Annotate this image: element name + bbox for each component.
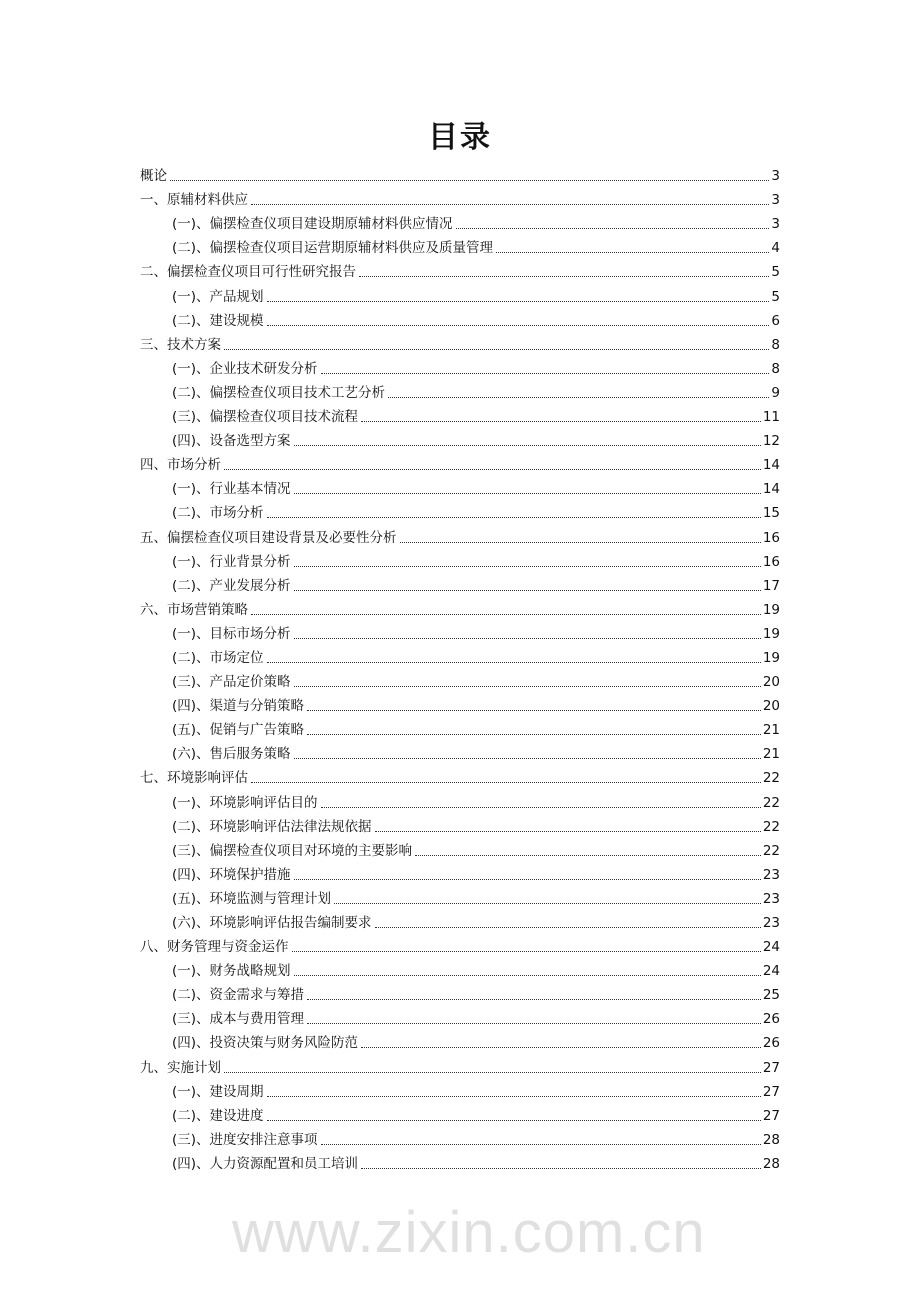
- dot-leader: [294, 444, 761, 446]
- toc-entry[interactable]: [140, 210, 780, 234]
- toc-entry[interactable]: [140, 957, 780, 981]
- dot-leader: [294, 637, 761, 639]
- toc-entry[interactable]: [140, 355, 780, 379]
- toc-entry-page: 9: [771, 384, 780, 401]
- toc-entry[interactable]: [140, 668, 780, 692]
- toc-entry[interactable]: [140, 186, 780, 210]
- toc-entry-label: 五、偏摆检查仪项目建设背景及必要性分析: [140, 529, 397, 546]
- dot-leader: [334, 902, 761, 904]
- toc-entry-page: 14: [762, 457, 780, 474]
- toc-entry[interactable]: [140, 813, 780, 837]
- toc-entry[interactable]: [140, 499, 780, 523]
- dot-leader: [294, 589, 761, 591]
- dot-leader: [267, 300, 770, 302]
- toc-entry-page: 27: [762, 1059, 780, 1076]
- toc-entry-page: 26: [762, 1011, 780, 1028]
- dot-leader: [224, 348, 769, 350]
- toc-entry-page: 11: [762, 409, 780, 426]
- toc-entry-label: (二)、产业发展分析: [172, 577, 291, 594]
- toc-entry[interactable]: [140, 885, 780, 909]
- dot-leader: [321, 806, 761, 808]
- dot-leader: [361, 420, 761, 422]
- toc-entry[interactable]: [140, 1053, 780, 1077]
- toc-entry[interactable]: [140, 427, 780, 451]
- toc-entry-label: (二)、建设规模: [172, 312, 264, 329]
- dot-leader: [375, 830, 761, 832]
- toc-entry[interactable]: [140, 403, 780, 427]
- toc-entry-page: 20: [762, 674, 780, 691]
- toc-entry-label: (四)、环境保护措施: [172, 866, 291, 883]
- dot-leader: [251, 203, 769, 205]
- toc-entry-label: (三)、偏摆检查仪项目对环境的主要影响: [172, 842, 413, 859]
- dot-leader: [294, 565, 761, 567]
- toc-entry-label: (二)、环境影响评估法律法规依据: [172, 818, 372, 835]
- toc-entry-page: 17: [762, 577, 780, 594]
- toc-entry-page: 28: [762, 1155, 780, 1172]
- toc-entry[interactable]: [140, 379, 780, 403]
- toc-entry[interactable]: [140, 788, 780, 812]
- dot-leader: [361, 1167, 761, 1169]
- toc-entry-page: 21: [762, 722, 780, 739]
- toc-entry-label: (一)、目标市场分析: [172, 625, 291, 642]
- toc-entry-label: (五)、环境监测与管理计划: [172, 890, 332, 907]
- toc-entry[interactable]: [140, 1126, 780, 1150]
- toc-entry[interactable]: [140, 1150, 780, 1174]
- toc-entry-page: 12: [762, 433, 780, 450]
- toc-entry[interactable]: [140, 692, 780, 716]
- toc-entry-page: 4: [771, 240, 780, 257]
- toc-entry-label: (二)、市场定位: [172, 649, 264, 666]
- toc-entry-page: 15: [762, 505, 780, 522]
- toc-entry[interactable]: [140, 282, 780, 306]
- dot-leader: [294, 685, 761, 687]
- dot-leader: [388, 396, 769, 398]
- dot-leader: [294, 492, 761, 494]
- toc-entry[interactable]: [140, 451, 780, 475]
- toc-entry[interactable]: [140, 861, 780, 885]
- toc-entry[interactable]: [140, 1102, 780, 1126]
- toc-entry-page: 19: [762, 649, 780, 666]
- toc-entry-page: 22: [762, 842, 780, 859]
- dot-leader: [361, 1046, 761, 1048]
- toc-entry-page: 27: [762, 1107, 780, 1124]
- dot-leader: [224, 468, 761, 470]
- toc-entry[interactable]: [140, 740, 780, 764]
- toc-entry[interactable]: [140, 1005, 780, 1029]
- toc-entry-label: 七、环境影响评估: [140, 770, 248, 787]
- toc-entry-label: (一)、产品规划: [172, 288, 264, 305]
- toc-entry[interactable]: [140, 909, 780, 933]
- toc-entry-label: (二)、资金需求与筹措: [172, 987, 305, 1004]
- dot-leader: [294, 757, 761, 759]
- toc-entry-page: 3: [771, 192, 780, 209]
- toc-entry-label: 一、原辅材料供应: [140, 192, 248, 209]
- toc-entry-label: 八、财务管理与资金运作: [140, 939, 289, 956]
- dot-leader: [294, 878, 761, 880]
- toc-entry-page: 22: [762, 794, 780, 811]
- toc-entry-label: (一)、环境影响评估目的: [172, 794, 318, 811]
- toc-entry-page: 5: [771, 288, 780, 305]
- toc-entry-label: 概论: [140, 168, 167, 185]
- toc-entry-page: 5: [771, 264, 780, 281]
- toc-entry-label: (二)、偏摆检查仪项目运营期原辅材料供应及质量管理: [172, 240, 494, 257]
- toc-entry-label: (二)、偏摆检查仪项目技术工艺分析: [172, 384, 386, 401]
- toc-entry[interactable]: [140, 258, 780, 282]
- toc-entry-page: 19: [762, 601, 780, 618]
- dot-leader: [251, 781, 761, 783]
- toc-entry-page: 14: [762, 481, 780, 498]
- toc-entry-label: (四)、渠道与分销策略: [172, 698, 305, 715]
- toc-entry-label: (二)、建设进度: [172, 1107, 264, 1124]
- toc-entry-label: 四、市场分析: [140, 457, 221, 474]
- toc-entry-label: (三)、成本与费用管理: [172, 1011, 305, 1028]
- toc-entry-label: 九、实施计划: [140, 1059, 221, 1076]
- toc-entry-page: 16: [762, 529, 780, 546]
- dot-leader: [267, 1119, 761, 1121]
- dot-leader: [292, 950, 761, 952]
- toc-entry-page: 22: [762, 818, 780, 835]
- dot-leader: [415, 854, 761, 856]
- toc-entry-label: (五)、促销与广告策略: [172, 722, 305, 739]
- toc-entry[interactable]: [140, 1029, 780, 1053]
- toc-entry[interactable]: [140, 644, 780, 668]
- toc-entry-page: 25: [762, 987, 780, 1004]
- toc-entry-label: (六)、售后服务策略: [172, 746, 291, 763]
- toc-entry-label: 二、偏摆检查仪项目可行性研究报告: [140, 264, 356, 281]
- toc-entry-label: 三、技术方案: [140, 336, 221, 353]
- toc-entry[interactable]: [140, 572, 780, 596]
- toc-entry-page: 6: [771, 312, 780, 329]
- toc-entry-label: (三)、产品定价策略: [172, 674, 291, 691]
- toc-entry[interactable]: [140, 933, 780, 957]
- toc-entry-page: 24: [762, 939, 780, 956]
- toc-entry-page: 21: [762, 746, 780, 763]
- dot-leader: [307, 733, 761, 735]
- dot-leader: [251, 613, 761, 615]
- toc-entry[interactable]: [140, 716, 780, 740]
- dot-leader: [224, 1071, 761, 1073]
- toc-entry-label: (三)、偏摆检查仪项目技术流程: [172, 409, 359, 426]
- toc-entry-label: 六、市场营销策略: [140, 601, 248, 618]
- toc-entry-page: 20: [762, 698, 780, 715]
- toc-entry[interactable]: [140, 620, 780, 644]
- toc-entry-page: 23: [762, 866, 780, 883]
- dot-leader: [375, 926, 761, 928]
- toc-entry-label: (四)、人力资源配置和员工培训: [172, 1155, 359, 1172]
- toc-entry-page: 8: [771, 360, 780, 377]
- toc-entry[interactable]: [140, 523, 780, 547]
- toc-entry-label: (四)、投资决策与财务风险防范: [172, 1035, 359, 1052]
- toc-entry[interactable]: [140, 596, 780, 620]
- dot-leader: [267, 661, 761, 663]
- dot-leader: [307, 1022, 761, 1024]
- toc-entry-page: 22: [762, 770, 780, 787]
- toc-entry[interactable]: [140, 981, 780, 1005]
- toc-entry[interactable]: [140, 1078, 780, 1102]
- toc-entry-label: (六)、环境影响评估报告编制要求: [172, 915, 372, 931]
- dot-leader: [170, 179, 769, 181]
- toc-entry-label: (四)、设备选型方案: [172, 433, 291, 450]
- toc-entry[interactable]: [140, 837, 780, 861]
- toc-entry-label: (三)、进度安排注意事项: [172, 1131, 318, 1148]
- toc-entry-page: 8: [771, 336, 780, 353]
- dot-leader: [321, 372, 770, 374]
- dot-leader: [267, 516, 761, 518]
- toc-entry-page: 16: [762, 553, 780, 570]
- toc-title: 目录: [428, 120, 492, 155]
- watermark: www.zixin.com.cn: [232, 1200, 706, 1265]
- toc-entry-label: (一)、建设周期: [172, 1083, 264, 1100]
- toc-entry-page: 28: [762, 1131, 780, 1148]
- toc-entry-page: 24: [762, 963, 780, 980]
- toc-entry-page: 23: [762, 915, 780, 931]
- dot-leader: [456, 227, 770, 229]
- toc-entry-label: (一)、偏摆检查仪项目建设期原辅材料供应情况: [172, 216, 453, 233]
- dot-leader: [496, 251, 769, 253]
- dot-leader: [359, 275, 769, 277]
- toc-entry[interactable]: [140, 234, 780, 258]
- dot-leader: [321, 1143, 761, 1145]
- dot-leader: [267, 324, 770, 326]
- toc-entry-label: (一)、企业技术研发分析: [172, 360, 318, 377]
- toc-entry-page: 3: [771, 168, 780, 185]
- dot-leader: [267, 1095, 761, 1097]
- toc-entry-page: 23: [762, 890, 780, 907]
- toc-entry-label: (一)、行业背景分析: [172, 553, 291, 570]
- toc-entry[interactable]: [140, 331, 780, 355]
- toc-entry[interactable]: [140, 162, 780, 186]
- toc-entry-page: 26: [762, 1035, 780, 1052]
- toc-entry-page: 19: [762, 625, 780, 642]
- toc-entry-page: 27: [762, 1083, 780, 1100]
- toc-entry-label: (一)、财务战略规划: [172, 963, 291, 980]
- dot-leader: [307, 998, 761, 1000]
- dot-leader: [294, 974, 761, 976]
- toc-entry-label: (二)、市场分析: [172, 505, 264, 522]
- toc-entry[interactable]: [140, 475, 780, 499]
- table-of-contents: [140, 162, 780, 1174]
- toc-entry-page: 3: [771, 216, 780, 233]
- toc-entry[interactable]: [140, 548, 780, 572]
- toc-entry[interactable]: [140, 307, 780, 331]
- dot-leader: [307, 709, 761, 711]
- toc-entry-label: (一)、行业基本情况: [172, 481, 291, 498]
- dot-leader: [400, 541, 761, 543]
- toc-entry[interactable]: [140, 764, 780, 788]
